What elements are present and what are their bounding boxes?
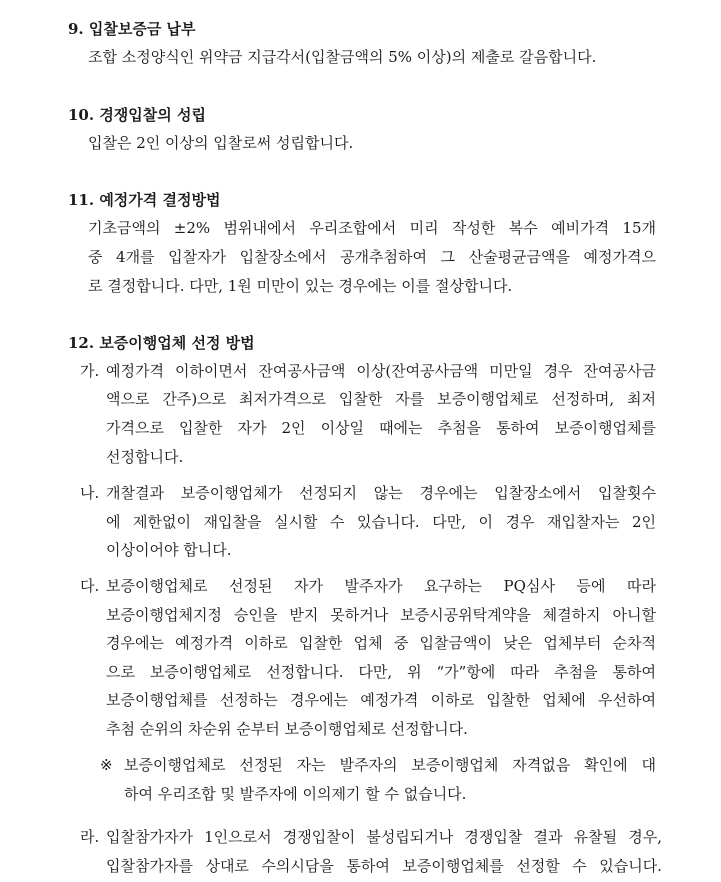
section-11-line: 로 결정합니다. 다만, 1원 미만이 있는 경우에는 이를 절상합니다.	[88, 277, 513, 295]
section-11-heading: 11. 예정가격 결정방법	[68, 191, 221, 209]
section-9-text: 조합 소정양식인 위약금 지급각서(입찰금액의 5% 이상)의 제출로 갈음합니다.	[88, 48, 597, 66]
section-10-text: 입찰은 2인 이상의 입찰로써 성립합니다.	[88, 134, 354, 152]
item-da-line: 추첨 순위의 차순위 순부터 보증이행업체로 선정합니다.	[106, 720, 468, 738]
section-10-heading: 10. 경쟁입찰의 성립	[68, 106, 206, 124]
item-ga-line: 액으로 간주)으로 최저가격으로 입찰한 자를 보증이행업체로 선정하며, 최저	[106, 390, 656, 408]
section-11-line: 기초금액의 ±2% 범위내에서 우리조합에서 미리 작성한 복수 예비가격 15개	[88, 219, 656, 237]
note-line: 보증이행업체로 선정된 자는 발주자의 보증이행업체 자격없음 확인에 대	[124, 756, 656, 774]
item-da-line: 보증이행업체지정 승인을 받지 못하거나 보증시공위탁계약을 체결하지 아니할	[106, 606, 656, 624]
section-12-heading: 12. 보증이행업체 선정 방법	[68, 334, 255, 352]
item-ga-marker: 가.	[80, 362, 100, 380]
item-ra-line: 입찰참가자가 1인으로서 경쟁입찰이 불성립되거나 경쟁입찰 결과 유찰될 경우,	[106, 828, 662, 846]
item-na-line: 개찰결과 보증이행업체가 선정되지 않는 경우에는 입찰장소에서 입찰횟수	[106, 484, 656, 502]
item-ra-marker: 라.	[80, 828, 100, 846]
item-na-line: 이상이어야 합니다.	[106, 541, 232, 559]
section-9-heading: 9. 입찰보증금 납부	[68, 20, 196, 38]
item-na-marker: 나.	[80, 484, 100, 502]
item-ga-line: 가격으로 입찰한 자가 2인 이상일 때에는 추첨을 통하여 보증이행업체를	[106, 419, 656, 437]
section-11-line: 중 4개를 입찰자가 입찰장소에서 공개추첨하여 그 산술평균금액을 예정가격으	[88, 248, 656, 266]
item-da-line: 보증이행업체를 선정하는 경우에는 예정가격 이하로 입찰한 업체에 우선하여	[106, 691, 656, 709]
item-da-line: 으로 보증이행업체로 선정합니다. 다만, 위 “가”항에 따라 추첨을 통하여	[106, 663, 656, 681]
item-ra-line: 입찰참가자를 상대로 수의시담을 통하여 보증이행업체를 선정할 수 있습니다.	[106, 857, 662, 875]
note-line: 하여 우리조합 및 발주자에 이의제기 할 수 없습니다.	[124, 785, 467, 803]
item-ga-line: 예정가격 이하이면서 잔여공사금액 이상(잔여공사금액 미만일 경우 잔여공사금	[106, 362, 656, 380]
note-marker: ※	[100, 756, 113, 774]
item-da-line: 보증이행업체로 선정된 자가 발주자가 요구하는 PQ심사 등에 따라	[106, 577, 656, 595]
item-da-line: 경우에는 예정가격 이하로 입찰한 업체 중 입찰금액이 낮은 업체부터 순차적	[106, 634, 656, 652]
item-ga-line: 선정합니다.	[106, 448, 184, 466]
item-da-marker: 다.	[80, 577, 100, 595]
item-na-line: 에 제한없이 재입찰을 실시할 수 있습니다. 다만, 이 경우 재입찰자는 2인	[106, 513, 656, 531]
